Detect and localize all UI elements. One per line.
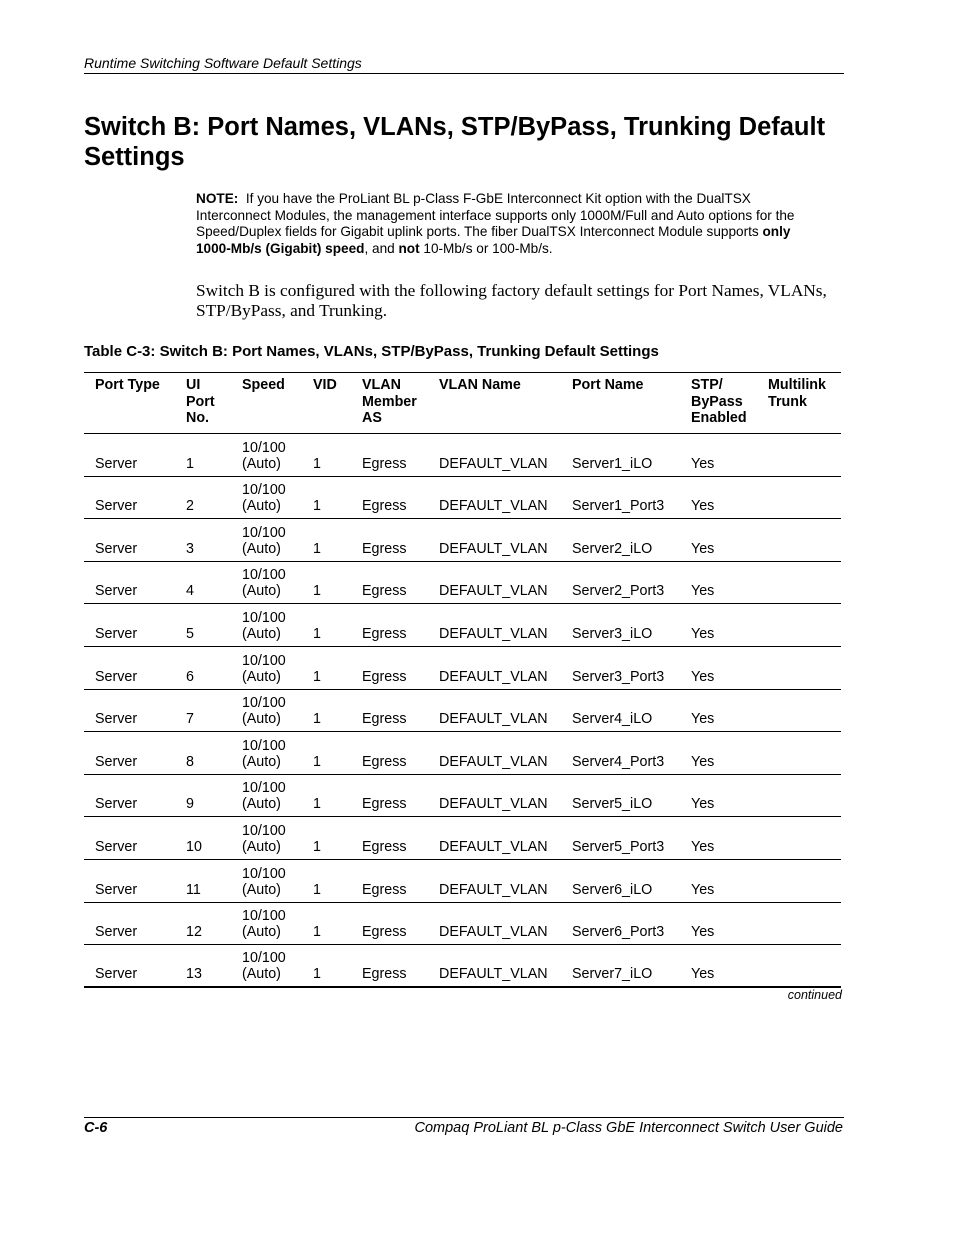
- cell-line: (Auto): [242, 796, 281, 813]
- cell-vlan-name: DEFAULT_VLAN: [439, 966, 548, 983]
- cell-multilink-trunk: [768, 646, 841, 689]
- cell-multilink-trunk: [768, 604, 841, 647]
- cell-port-name: Server7_iLO: [572, 966, 653, 983]
- cell-vlan-member-as: Egress: [362, 455, 407, 472]
- cell-vlan-name: DEFAULT_VLAN: [439, 924, 548, 941]
- page-number: C-6: [84, 1120, 108, 1136]
- cell-port-type: Server: [95, 498, 138, 515]
- header-port-type: [84, 373, 186, 434]
- cell-vid: 1: [313, 966, 321, 983]
- cell-stp-bypass-enabled: Yes: [691, 583, 715, 600]
- header-multilink-trunk: [768, 373, 841, 434]
- cell-port-type: Server: [95, 838, 138, 855]
- cell-vid: 1: [313, 498, 321, 515]
- header-line: Trunk: [768, 393, 807, 410]
- cell-ui-port-no: 13: [186, 966, 202, 983]
- table-row: [84, 859, 841, 902]
- cell-ui-port-no: 12: [186, 924, 202, 941]
- cell-speed: [242, 689, 313, 732]
- cell-ui-port-no: 4: [186, 583, 194, 600]
- cell-speed: [242, 732, 313, 775]
- header-rule: [84, 73, 844, 74]
- cell-speed: [242, 945, 313, 988]
- cell-stp-bypass-enabled: Yes: [691, 455, 715, 472]
- cell-vlan-member-as: Egress: [362, 796, 407, 813]
- cell-vlan-name: DEFAULT_VLAN: [439, 881, 548, 898]
- cell-vlan-member-as: Egress: [362, 583, 407, 600]
- cell-ui-port-no: 3: [186, 540, 194, 557]
- cell-vlan-name: DEFAULT_VLAN: [439, 753, 548, 770]
- cell-port-type: Server: [95, 753, 138, 770]
- table-row: [84, 519, 841, 562]
- table-row: [84, 774, 841, 817]
- cell-stp-bypass-enabled: Yes: [691, 711, 715, 728]
- cell-stp-bypass-enabled: Yes: [691, 753, 715, 770]
- cell-speed: [242, 646, 313, 689]
- cell-ui-port-no: 8: [186, 753, 194, 770]
- cell-stp-bypass-enabled: Yes: [691, 498, 715, 515]
- cell-stp-bypass-enabled: Yes: [691, 966, 715, 983]
- cell-vlan-name: DEFAULT_VLAN: [439, 796, 548, 813]
- table-row: [84, 689, 841, 732]
- cell-multilink-trunk: [768, 859, 841, 902]
- cell-line: 10/100: [242, 609, 286, 626]
- table-row: [84, 561, 841, 604]
- cell-line: (Auto): [242, 540, 281, 557]
- cell-stp-bypass-enabled: Yes: [691, 881, 715, 898]
- cell-vlan-member-as: Egress: [362, 838, 407, 855]
- cell-ui-port-no: 10: [186, 838, 202, 855]
- table-row: [84, 604, 841, 647]
- cell-ui-port-no: 5: [186, 625, 194, 642]
- cell-port-name: Server6_iLO: [572, 881, 653, 898]
- header-line: VLAN Name: [439, 377, 521, 393]
- cell-multilink-trunk: [768, 519, 841, 562]
- cell-speed: [242, 434, 313, 477]
- cell-port-type: Server: [95, 455, 138, 472]
- header-line: VID: [313, 377, 337, 393]
- cell-speed: [242, 859, 313, 902]
- running-header: Runtime Switching Software Default Settings: [84, 55, 362, 71]
- cell-port-name: Server6_Port3: [572, 924, 665, 941]
- cell-port-type: Server: [95, 625, 138, 642]
- table-row: [84, 817, 841, 860]
- header-ui-port-no: [186, 373, 242, 434]
- cell-ui-port-no: 9: [186, 796, 194, 813]
- table-row: [84, 434, 841, 477]
- cell-ui-port-no: 6: [186, 668, 194, 685]
- table-row: [84, 902, 841, 945]
- note-emphasis: not: [398, 240, 420, 256]
- cell-vlan-member-as: Egress: [362, 625, 407, 642]
- header-speed: [242, 373, 313, 434]
- header-vlan-member-as: [362, 373, 439, 434]
- cell-ui-port-no: 11: [186, 881, 201, 898]
- cell-multilink-trunk: [768, 774, 841, 817]
- footer-title: Compaq ProLiant BL p-Class GbE Interconnect Switch User Guide: [414, 1120, 843, 1136]
- cell-line: (Auto): [242, 711, 281, 728]
- header-vlan-name: [439, 373, 572, 434]
- cell-vlan-member-as: Egress: [362, 924, 407, 941]
- cell-line: (Auto): [242, 625, 281, 642]
- cell-line: (Auto): [242, 455, 281, 472]
- cell-vlan-member-as: Egress: [362, 668, 407, 685]
- cell-line: 10/100: [242, 524, 286, 541]
- header-vid: [313, 373, 362, 434]
- cell-multilink-trunk: [768, 434, 841, 477]
- cell-port-name: Server5_iLO: [572, 796, 653, 813]
- cell-line: 10/100: [242, 652, 286, 669]
- cell-vid: 1: [313, 796, 321, 813]
- cell-vlan-member-as: Egress: [362, 711, 407, 728]
- cell-line: 10/100: [242, 737, 286, 754]
- cell-stp-bypass-enabled: Yes: [691, 668, 715, 685]
- cell-port-type: Server: [95, 583, 138, 600]
- cell-line: (Auto): [242, 966, 281, 983]
- cell-line: 10/100: [242, 822, 286, 839]
- cell-stp-bypass-enabled: Yes: [691, 924, 715, 941]
- cell-vid: 1: [313, 881, 321, 898]
- header-line: VLAN: [362, 377, 401, 393]
- cell-speed: [242, 774, 313, 817]
- cell-stp-bypass-enabled: Yes: [691, 625, 715, 642]
- cell-multilink-trunk: [768, 561, 841, 604]
- cell-vlan-name: DEFAULT_VLAN: [439, 838, 548, 855]
- cell-vlan-member-as: Egress: [362, 966, 407, 983]
- note-label: NOTE:: [196, 191, 239, 206]
- cell-stp-bypass-enabled: Yes: [691, 838, 715, 855]
- cell-vlan-name: DEFAULT_VLAN: [439, 625, 548, 642]
- cell-line: (Auto): [242, 583, 281, 600]
- cell-line: 10/100: [242, 950, 286, 967]
- cell-line: (Auto): [242, 753, 281, 770]
- cell-line: 10/100: [242, 695, 286, 712]
- cell-vid: 1: [313, 711, 321, 728]
- cell-line: 10/100: [242, 908, 286, 925]
- page-title: Switch B: Port Names, VLANs, STP/ByPass, Trunking Default Settings: [84, 113, 826, 171]
- cell-vid: 1: [313, 924, 321, 941]
- cell-port-name: Server4_Port3: [572, 753, 665, 770]
- header-line: Port Type: [95, 377, 160, 393]
- header-line: Port Name: [572, 377, 644, 393]
- cell-vlan-name: DEFAULT_VLAN: [439, 498, 548, 515]
- cell-line: (Auto): [242, 924, 281, 941]
- cell-stp-bypass-enabled: Yes: [691, 540, 715, 557]
- note-text: , and: [364, 240, 395, 256]
- cell-line: 10/100: [242, 865, 286, 882]
- cell-multilink-trunk: [768, 732, 841, 775]
- cell-speed: [242, 519, 313, 562]
- note-emphasis: only 1000-Mb/s (Gigabit) speed: [196, 224, 791, 256]
- cell-vlan-name: DEFAULT_VLAN: [439, 455, 548, 472]
- cell-ui-port-no: 2: [186, 498, 194, 515]
- cell-speed: [242, 817, 313, 860]
- cell-vlan-name: DEFAULT_VLAN: [439, 711, 548, 728]
- cell-vid: 1: [313, 625, 321, 642]
- cell-port-type: Server: [95, 796, 138, 813]
- settings-table: [84, 372, 841, 988]
- cell-vid: 1: [313, 583, 321, 600]
- cell-line: (Auto): [242, 881, 281, 898]
- cell-multilink-trunk: [768, 689, 841, 732]
- cell-speed: [242, 604, 313, 647]
- header-line: AS: [362, 410, 382, 426]
- header-port-name: [572, 373, 691, 434]
- cell-speed: [242, 902, 313, 945]
- cell-line: (Auto): [242, 668, 281, 685]
- cell-port-name: Server2_iLO: [572, 540, 653, 557]
- header-line: Enabled: [691, 410, 747, 426]
- footer-rule: [84, 1117, 844, 1118]
- cell-speed: [242, 476, 313, 519]
- table-header-row: [84, 373, 841, 434]
- cell-port-name: Server3_iLO: [572, 625, 653, 642]
- note-text: If you have the ProLiant BL p-Class F-GbE Interconnect Kit option with the DualTSX Interconnect Modules, the management interface supports only 1000M/Full and Auto options for the Speed/Duplex fields for Gigabit uplink ports. The fiber DualTSX Interconnect Module supports: [196, 191, 795, 239]
- cell-port-type: Server: [95, 966, 138, 983]
- cell-vlan-name: DEFAULT_VLAN: [439, 668, 548, 685]
- table-row: [84, 732, 841, 775]
- table-row: [84, 945, 841, 988]
- cell-port-name: Server3_Port3: [572, 668, 665, 685]
- cell-vid: 1: [313, 455, 321, 472]
- cell-vid: 1: [313, 540, 321, 557]
- cell-ui-port-no: 1: [186, 455, 194, 472]
- intro-paragraph: Switch B is configured with the following factory default settings for Port Names, VLANs, STP/ByPass, and Trunking.: [196, 281, 827, 320]
- header-line: ByPass: [691, 393, 743, 410]
- cell-port-name: Server5_Port3: [572, 838, 665, 855]
- cell-vid: 1: [313, 668, 321, 685]
- cell-line: 10/100: [242, 439, 286, 456]
- cell-vlan-member-as: Egress: [362, 498, 407, 515]
- cell-multilink-trunk: [768, 945, 841, 988]
- continued-note: continued: [787, 988, 842, 1002]
- cell-multilink-trunk: [768, 902, 841, 945]
- header-line: Port: [186, 393, 215, 410]
- header-line: UI: [186, 377, 201, 393]
- cell-line: 10/100: [242, 567, 286, 584]
- header-line: STP/: [691, 377, 723, 393]
- cell-port-type: Server: [95, 540, 138, 557]
- cell-vlan-member-as: Egress: [362, 881, 407, 898]
- cell-port-type: Server: [95, 924, 138, 941]
- cell-multilink-trunk: [768, 476, 841, 519]
- cell-stp-bypass-enabled: Yes: [691, 796, 715, 813]
- cell-ui-port-no: 7: [186, 711, 194, 728]
- table-caption: Table C-3: Switch B: Port Names, VLANs, STP/ByPass, Trunking Default Settings: [84, 343, 659, 360]
- cell-port-type: Server: [95, 711, 138, 728]
- header-line: Speed: [242, 377, 285, 393]
- cell-line: 10/100: [242, 482, 286, 499]
- cell-port-name: Server1_Port3: [572, 498, 665, 515]
- cell-speed: [242, 561, 313, 604]
- header-line: Multilink: [768, 377, 826, 393]
- cell-vid: 1: [313, 753, 321, 770]
- note-text: 10-Mb/s or 100-Mb/s.: [423, 240, 553, 256]
- table-row: [84, 476, 841, 519]
- cell-vlan-member-as: Egress: [362, 753, 407, 770]
- cell-line: (Auto): [242, 498, 281, 515]
- cell-port-type: Server: [95, 881, 138, 898]
- header-line: Member: [362, 393, 417, 410]
- cell-line: 10/100: [242, 780, 286, 797]
- cell-multilink-trunk: [768, 817, 841, 860]
- cell-vlan-name: DEFAULT_VLAN: [439, 540, 548, 557]
- cell-vid: 1: [313, 838, 321, 855]
- cell-port-type: Server: [95, 668, 138, 685]
- table-row: [84, 646, 841, 689]
- cell-vlan-member-as: Egress: [362, 540, 407, 557]
- header-stp-bypass-enabled: [691, 373, 768, 434]
- cell-line: (Auto): [242, 838, 281, 855]
- cell-port-name: Server2_Port3: [572, 583, 665, 600]
- cell-port-name: Server1_iLO: [572, 455, 653, 472]
- cell-vlan-name: DEFAULT_VLAN: [439, 583, 548, 600]
- note: [196, 191, 826, 257]
- header-line: No.: [186, 410, 210, 426]
- table-body: [84, 434, 841, 988]
- cell-port-name: Server4_iLO: [572, 711, 653, 728]
